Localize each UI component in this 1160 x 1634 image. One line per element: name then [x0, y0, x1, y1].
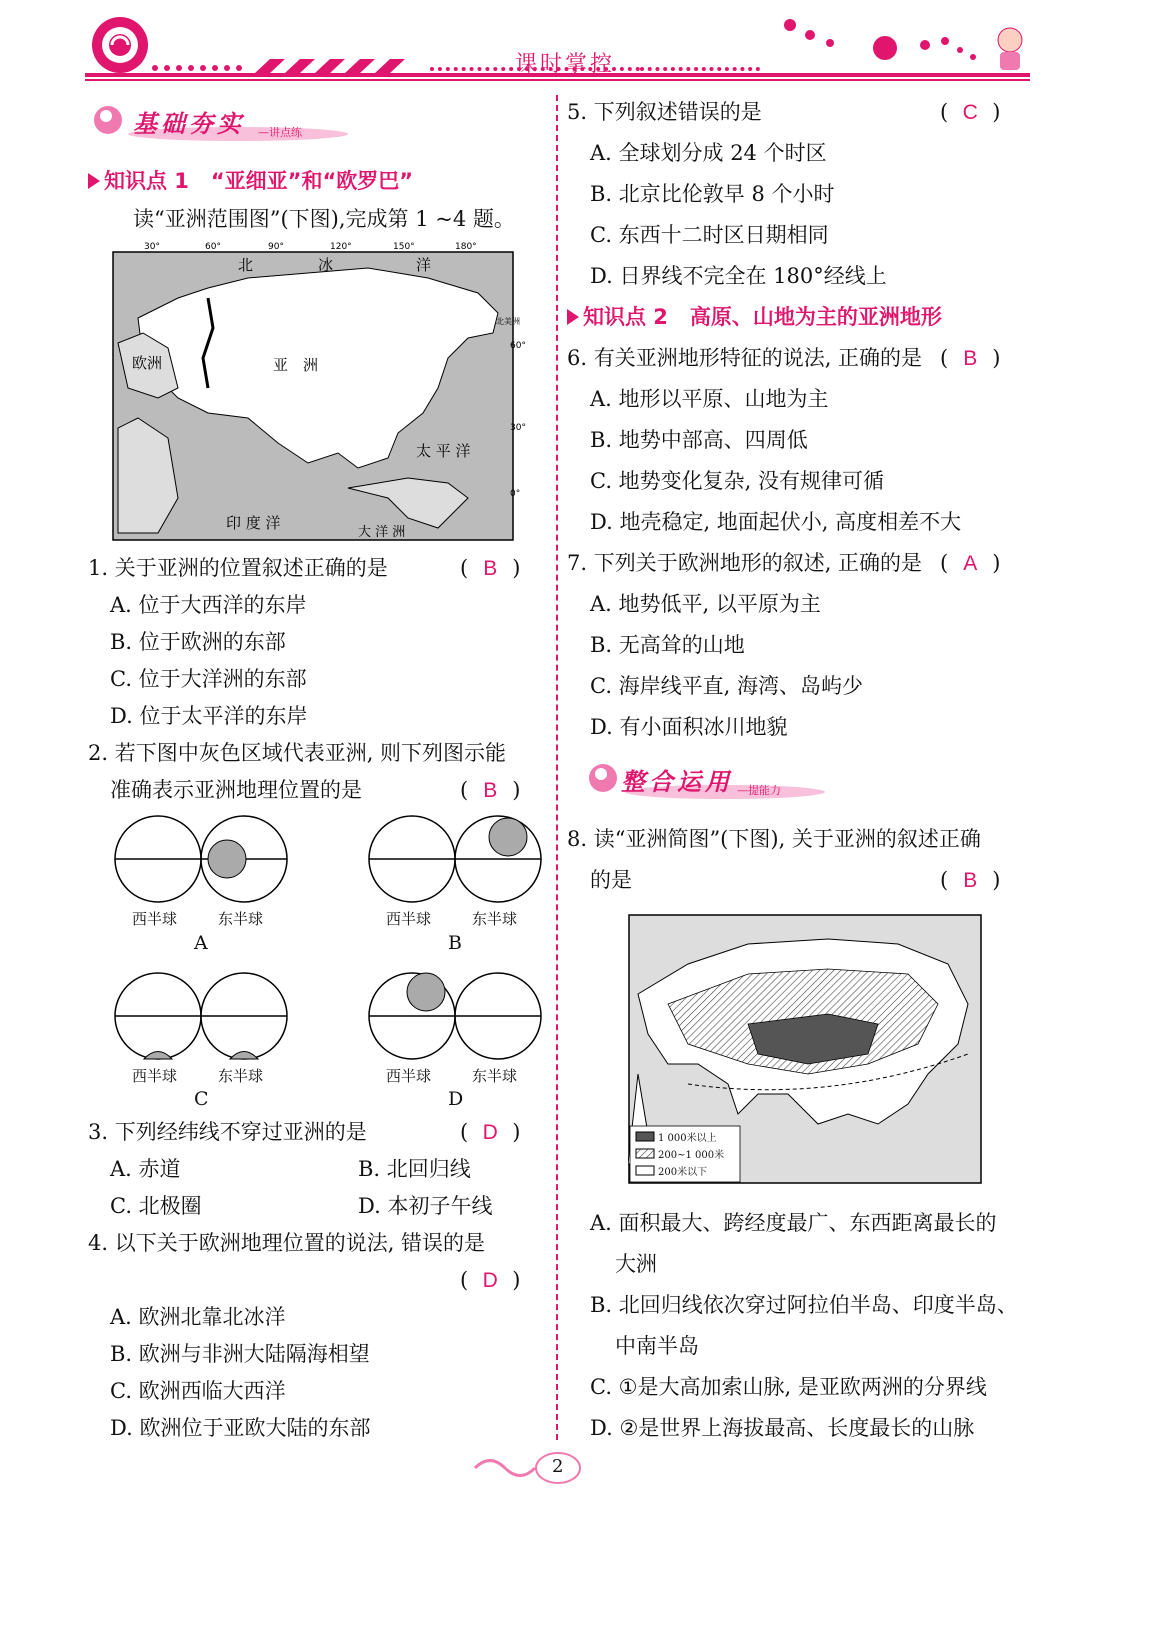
west-hemisphere-label: 西半球 — [386, 1067, 432, 1085]
hemisphere-options — [110, 812, 550, 1112]
q3-option: A. 赤道 — [110, 1157, 181, 1181]
section-subtitle: —讲点练 — [258, 126, 302, 139]
q5-stem: 5. 下列叙述错误的是 — [567, 100, 762, 124]
map-label-europe: 欧洲 — [132, 354, 163, 372]
lon-label: 30° — [144, 242, 160, 252]
play-icon — [567, 309, 579, 325]
q1-stem: 1. 关于亚洲的位置叙述正确的是 — [88, 556, 388, 580]
map-label: 洋 — [416, 256, 432, 274]
q6-option: C. 地势变化复杂, 没有规律可循 — [590, 469, 885, 493]
q8-answer: ( B ) — [940, 868, 1001, 892]
q3-option: D. 本初子午线 — [358, 1194, 493, 1218]
lon-label: 60° — [205, 242, 221, 252]
lon-label: 90° — [268, 242, 284, 252]
q1-option: B. 位于欧洲的东部 — [110, 630, 286, 654]
q3-option: B. 北回归线 — [358, 1157, 471, 1181]
lat-label: 0° — [510, 489, 521, 499]
q3-stem: 3. 下列经纬线不穿过亚洲的是 — [88, 1120, 367, 1144]
q3-option: C. 北极圈 — [110, 1194, 202, 1218]
q1-answer: ( B ) — [460, 556, 521, 580]
q6-option: A. 地形以平原、山地为主 — [590, 387, 829, 411]
section-banner-basics — [88, 98, 348, 148]
section-subtitle: —提能力 — [737, 784, 781, 797]
legend-label: 1 000米以上 — [658, 1133, 717, 1144]
q8-option: B. 北回归线依次穿过阿拉伯半岛、印度半岛、 — [590, 1293, 1018, 1317]
header-dots — [430, 63, 640, 71]
answer-value: B — [963, 347, 978, 370]
kp-label: 知识点 2 — [583, 305, 668, 329]
q4-option: B. 欧洲与非洲大陆隔海相望 — [110, 1342, 370, 1366]
q4-option: C. 欧洲西临大西洋 — [110, 1379, 286, 1403]
q2-stem: 准确表示亚洲地理位置的是 — [110, 778, 362, 802]
answer-value: C — [962, 101, 978, 124]
west-hemisphere-label: 西半球 — [132, 910, 178, 928]
option-letter: D — [448, 1088, 464, 1110]
section-title: 整合运用 — [621, 768, 733, 796]
q8-option: A. 面积最大、跨经度最广、东西距离最长的 — [590, 1211, 997, 1235]
section-title: 基础夯实 — [133, 110, 245, 138]
q7-option: A. 地势低平, 以平原为主 — [590, 592, 821, 616]
answer-value: A — [963, 552, 978, 575]
q8-option-cont: 大洲 — [615, 1252, 657, 1276]
q5-answer: ( C ) — [940, 100, 1001, 124]
q7-option: D. 有小面积冰川地貌 — [590, 715, 788, 739]
q2-answer: ( B ) — [460, 778, 521, 802]
q4-stem: 4. 以下关于欧洲地理位置的说法, 错误的是 — [88, 1231, 486, 1255]
q8-stem: 8. 读“亚洲简图”(下图), 关于亚洲的叙述正确 — [567, 827, 981, 851]
q1-option: A. 位于大西洋的东岸 — [110, 593, 307, 617]
option-letter: B — [448, 932, 462, 954]
column-divider — [556, 95, 558, 1440]
q8-option: C. ①是大高加索山脉, 是亚欧两洲的分界线 — [590, 1375, 987, 1399]
page-number: 2 — [552, 1456, 564, 1477]
q7-stem: 7. 下列关于欧洲地形的叙述, 正确的是 — [567, 551, 923, 575]
option-letter: C — [194, 1088, 209, 1110]
lat-label: 60° — [510, 341, 526, 351]
map-label: 冰 — [318, 256, 334, 274]
header-dots — [640, 63, 760, 71]
east-hemisphere-label: 东半球 — [472, 910, 518, 928]
lon-label: 150° — [393, 242, 415, 252]
map-label-north-america: 北美洲 — [496, 317, 520, 326]
q4-answer: ( D ) — [460, 1268, 521, 1292]
legend-label: 200米以下 — [658, 1167, 708, 1178]
asia-terrain-map — [628, 914, 984, 1186]
play-icon — [88, 173, 100, 189]
q6-answer: ( B ) — [940, 346, 1001, 370]
asia-range-map — [108, 238, 528, 543]
west-hemisphere-label: 西半球 — [386, 910, 432, 928]
q4-option: A. 欧洲北靠北冰洋 — [110, 1305, 286, 1329]
section-banner-integrate — [585, 756, 830, 806]
intro-text: 读“亚洲范围图”(下图),完成第 1 ~4 题。 — [133, 207, 515, 231]
asia-map-figure — [108, 238, 528, 543]
west-hemisphere-label: 西半球 — [132, 1067, 178, 1085]
kp-title: “亚细亚”和“欧罗巴” — [210, 169, 414, 193]
east-hemisphere-label: 东半球 — [218, 910, 264, 928]
q6-stem: 6. 有关亚洲地形特征的说法, 正确的是 — [567, 346, 923, 370]
q7-option: C. 海岸线平直, 海湾、岛屿少 — [590, 674, 864, 698]
map-label: 北 — [238, 256, 254, 274]
q5-option: C. 东西十二时区日期相同 — [590, 223, 829, 247]
kp-label: 知识点 1 — [104, 169, 189, 193]
q6-option: D. 地壳稳定, 地面起伏小, 高度相差不大 — [590, 510, 962, 534]
answer-value: D — [482, 1269, 498, 1292]
answer-value: B — [483, 779, 498, 802]
lon-label: 120° — [330, 242, 352, 252]
lon-label: 180° — [455, 242, 477, 252]
answer-value: B — [483, 557, 498, 580]
q1-option: C. 位于大洋洲的东部 — [110, 667, 307, 691]
page-footer — [470, 1448, 590, 1488]
map-label-indian: 印 度 洋 — [226, 514, 281, 532]
knowledge-point-2 — [567, 304, 942, 330]
q5-option: D. 日界线不完全在 180°经线上 — [590, 264, 887, 288]
q6-option: B. 地势中部高、四周低 — [590, 428, 808, 452]
q5-option: B. 北京比伦敦早 8 个小时 — [590, 182, 835, 206]
q3-answer: ( D ) — [460, 1120, 521, 1144]
q1-option: D. 位于太平洋的东岸 — [110, 704, 308, 728]
q2-stem: 2. 若下图中灰色区域代表亚洲, 则下列图示能 — [88, 741, 507, 765]
q7-option: B. 无高耸的山地 — [590, 633, 745, 657]
east-hemisphere-label: 东半球 — [472, 1067, 518, 1085]
map-label-oceania: 大 洋 洲 — [358, 525, 406, 540]
footer-ornament — [470, 1448, 590, 1488]
header-title: 课时掌控 — [515, 52, 616, 77]
lat-label: 30° — [510, 423, 526, 433]
q5-option: A. 全球划分成 24 个时区 — [590, 141, 827, 165]
q4-option: D. 欧洲位于亚欧大陆的东部 — [110, 1416, 371, 1440]
legend-label: 200~1 000米 — [658, 1150, 725, 1161]
page-header — [85, 15, 1030, 90]
answer-value: D — [482, 1121, 498, 1144]
q8-option-cont: 中南半岛 — [615, 1334, 699, 1358]
option-letter: A — [194, 932, 208, 954]
q8-stem: 的是 — [590, 868, 632, 892]
knowledge-point-1 — [88, 168, 413, 194]
kp-title: 高原、山地为主的亚洲地形 — [689, 305, 942, 329]
q7-answer: ( A ) — [940, 551, 1001, 575]
answer-value: B — [963, 869, 978, 892]
east-hemisphere-label: 东半球 — [218, 1067, 264, 1085]
map-label-asia: 亚 洲 — [273, 356, 319, 374]
map-label-pacific: 太 平 洋 — [416, 442, 471, 460]
q8-option: D. ②是世界上海拔最高、长度最长的山脉 — [590, 1416, 975, 1440]
